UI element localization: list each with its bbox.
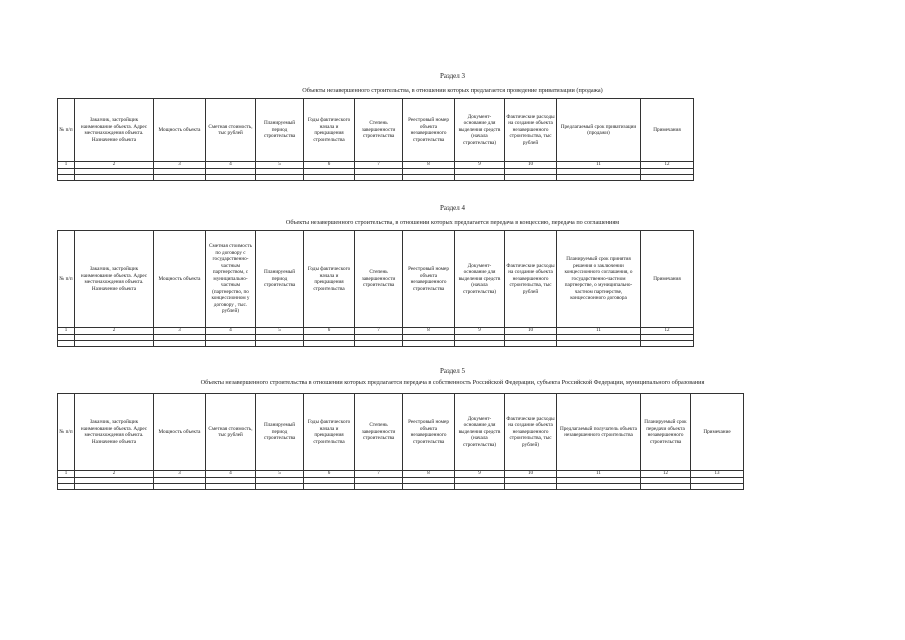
header-cell: Степень завершенности строительства xyxy=(355,394,403,471)
section5-title: Объекты незавершенного строительства в отношении которых предлагается передача в собственность Российской Федерации, субъекта Российской Федерации, муниципального образования xyxy=(200,379,705,386)
header-cell: Фактические расходы на создание объекта незавершенного строительства, тыс рублей xyxy=(505,231,557,328)
number-cell: 4 xyxy=(206,162,256,169)
header-cell: Годы фактического начала и прекращения строительства xyxy=(304,99,355,162)
header-cell: Предлагаемый получатель объекта незавершенного строительства xyxy=(557,394,641,471)
number-cell: 5 xyxy=(256,328,304,335)
header-cell: Годы фактического начала и прекращения строительства xyxy=(304,394,355,471)
header-cell: № п/п xyxy=(58,394,75,471)
header-cell: Планируемый период строительства xyxy=(256,231,304,328)
table-row xyxy=(58,484,744,490)
header-cell: Примечания xyxy=(641,231,694,328)
number-cell: 3 xyxy=(154,471,206,478)
number-cell: 7 xyxy=(355,328,403,335)
header-cell: Документ- основание для выделения средств (начала строительства) xyxy=(455,231,505,328)
table-header-row xyxy=(58,99,694,162)
header-cell: Планируемый срок принятия решения о заключении концессионного соглашения, о государственно-частном партнерстве, о муниципально-частном партнерстве, концессионного договора xyxy=(557,231,641,328)
section3-label: Раздел 3 xyxy=(439,72,466,80)
header-cell: Примечание xyxy=(691,394,744,471)
number-cell: 9 xyxy=(455,328,505,335)
number-cell: 4 xyxy=(206,328,256,335)
section4-label: Раздел 4 xyxy=(439,204,466,212)
header-cell: Сметная стоимость, тыс рублей xyxy=(206,99,256,162)
number-cell: 10 xyxy=(505,328,557,335)
number-cell: 5 xyxy=(256,162,304,169)
number-cell: 1 xyxy=(58,471,75,478)
column-number-row xyxy=(58,162,694,169)
header-cell: Мощность объекта xyxy=(154,99,206,162)
header-cell: Фактические расходы на создание объекта незавершенного строительства, тыс рублей xyxy=(505,99,557,162)
number-cell: 1 xyxy=(58,328,75,335)
header-cell: Степень завершенности строительства xyxy=(355,231,403,328)
number-cell: 12 xyxy=(641,471,691,478)
header-cell: Документ- основание для выделения средств (начала строительства) xyxy=(455,394,505,471)
header-cell: Предлагаемый срок приватизации (продажи) xyxy=(557,99,641,162)
number-cell: 6 xyxy=(304,328,355,335)
section5-table xyxy=(57,393,744,490)
number-cell: 8 xyxy=(403,162,455,169)
header-cell: № п/п xyxy=(58,231,75,328)
number-cell: 8 xyxy=(403,471,455,478)
header-cell: Мощность объекта xyxy=(154,394,206,471)
header-cell: Мощность объекта xyxy=(154,231,206,328)
section4-table xyxy=(57,230,694,347)
header-cell: Планируемый срок передачи объекта незавершенного строительства xyxy=(641,394,691,471)
header-cell: Заказчик, застройщик наименование объекта. Адрес местонахождения объекта. Назначение объекта xyxy=(75,99,154,162)
table-row xyxy=(58,175,694,181)
table-header-row xyxy=(58,231,694,328)
column-number-row xyxy=(58,471,744,478)
header-cell: № п/п xyxy=(58,99,75,162)
header-cell: Реестровый номер объекта незавершенного строительства xyxy=(403,231,455,328)
header-cell: Фактические расходы на создание объекта незавершенного строительства, тыс рублей) xyxy=(505,394,557,471)
number-cell: 11 xyxy=(557,471,641,478)
number-cell: 10 xyxy=(505,471,557,478)
header-cell: Сметная стоимость, тыс рублей xyxy=(206,394,256,471)
number-cell: 9 xyxy=(455,471,505,478)
number-cell: 11 xyxy=(557,162,641,169)
number-cell: 8 xyxy=(403,328,455,335)
number-cell: 9 xyxy=(455,162,505,169)
section5-label: Раздел 5 xyxy=(439,367,466,375)
header-cell: Документ- основание для выделения средств (начала строительства) xyxy=(455,99,505,162)
number-cell: 7 xyxy=(355,471,403,478)
number-cell: 3 xyxy=(154,328,206,335)
number-cell: 2 xyxy=(75,328,154,335)
table-row xyxy=(58,341,694,347)
header-cell: Примечания xyxy=(641,99,694,162)
number-cell: 7 xyxy=(355,162,403,169)
number-cell: 12 xyxy=(641,328,694,335)
number-cell: 3 xyxy=(154,162,206,169)
section3-table xyxy=(57,98,694,181)
header-cell: Заказчик, застройщик наименование объекта. Адрес местонахождения объекта. Назначение объекта xyxy=(75,231,154,328)
section4-title: Объекты незавершенного строительства, в отношении которых предлагается передача в концессию, передача по соглашениям xyxy=(285,219,620,226)
number-cell: 4 xyxy=(206,471,256,478)
column-number-row xyxy=(58,328,694,335)
number-cell: 2 xyxy=(75,162,154,169)
number-cell: 12 xyxy=(641,162,694,169)
number-cell: 6 xyxy=(304,162,355,169)
number-cell: 2 xyxy=(75,471,154,478)
number-cell: 5 xyxy=(256,471,304,478)
number-cell: 11 xyxy=(557,328,641,335)
header-cell: Годы фактического начала и прекращения строительства xyxy=(304,231,355,328)
number-cell: 6 xyxy=(304,471,355,478)
section3-title: Объекты незавершенного строительства, в отношении которых предлагается проведение приватизации (продажа) xyxy=(302,87,603,94)
table-header-row xyxy=(58,394,744,471)
header-cell: Сметная стоимость по договору с государственно- частным партнерством, с муниципально- частным (партнерство, по концессионном у договору , тыс. рублей) xyxy=(206,231,256,328)
header-cell: Реестровый номер объекта незавершенного строительства xyxy=(403,394,455,471)
header-cell: Реестровый номер объекта незавершенного строительства xyxy=(403,99,455,162)
header-cell: Заказчик, застройщик наименование объекта. Адрес местонахождения объекта. Назначение объекта xyxy=(75,394,154,471)
number-cell: 10 xyxy=(505,162,557,169)
header-cell: Планируемый период строительства xyxy=(256,394,304,471)
header-cell: Степень завершенности строительства xyxy=(355,99,403,162)
header-cell: Планируемый период строительства xyxy=(256,99,304,162)
number-cell: 1 xyxy=(58,162,75,169)
number-cell: 13 xyxy=(691,471,744,478)
